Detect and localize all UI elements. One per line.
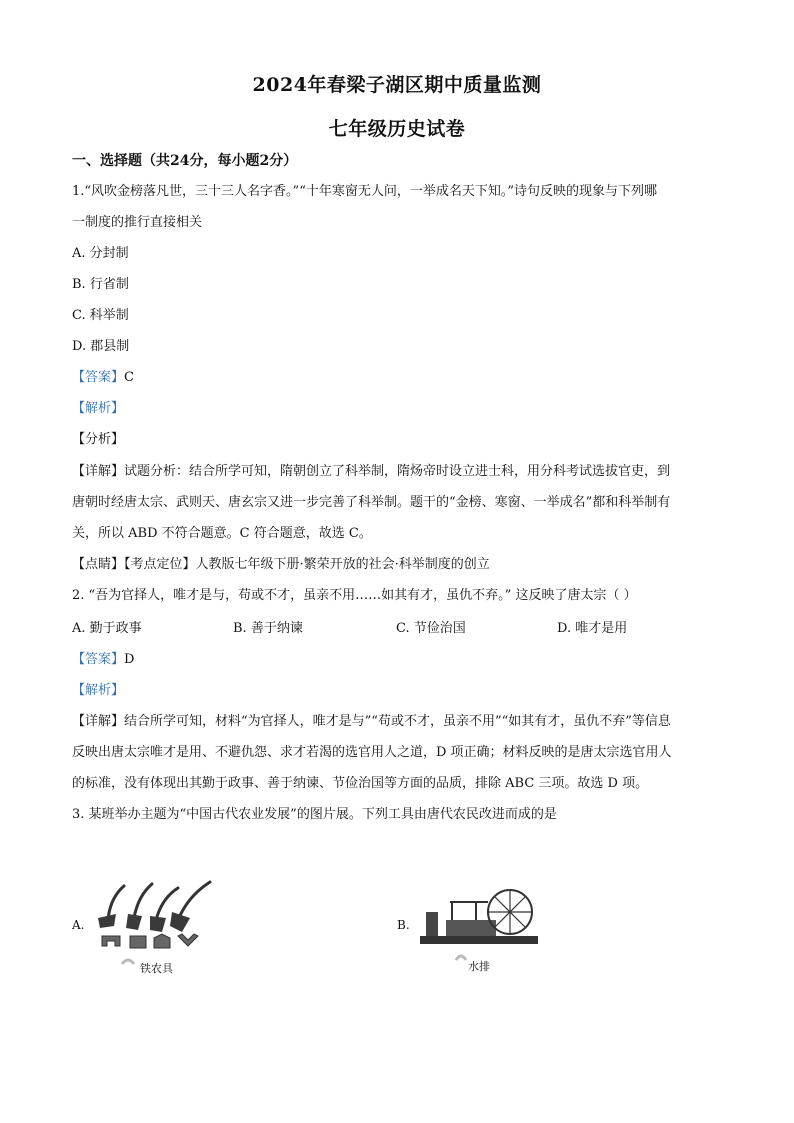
q1-detail-line1 — [72, 463, 670, 481]
q1-option-b: B. 行省制 — [72, 277, 129, 292]
answer-tag: 【答案】 — [72, 652, 125, 667]
answer-value: D — [124, 652, 135, 667]
q1-analysis-tag: 【解析】 — [72, 401, 125, 416]
q2-option-a: A. 勤于政事 — [72, 621, 142, 636]
q2-option-b: B. 善于纳谏 — [233, 621, 303, 636]
q2-answer — [72, 651, 134, 669]
figure-a-label: A. — [72, 918, 85, 932]
q2-option-d: D. 唯才是用 — [557, 621, 628, 636]
exam-subtitle: 七年级历史试卷 — [328, 118, 466, 140]
q1-option-d: D. 郡县制 — [72, 339, 130, 354]
point-tag: 【点睛】 — [72, 557, 125, 572]
q1-stem-line2: 一制度的推行直接相关 — [72, 215, 203, 230]
q1-option-a: A. 分封制 — [72, 246, 129, 261]
figure-b-label: B. — [397, 918, 410, 932]
exam-title: 2024年春梁子湖区期中质量监测 — [252, 74, 542, 96]
answer-value: C — [124, 370, 134, 385]
water-bellows-illustration — [416, 880, 544, 970]
detail-text: 结合所学可知，材料“为官择人，唯才是与”“苟或不才，虽亲不用”“如其有才，虽仇不弃”等信息 — [124, 714, 671, 729]
q1-option-c: C. 科举制 — [72, 308, 129, 323]
point-tag-2: 【考点定位】 — [124, 557, 196, 572]
detail-tag: 【详解】 — [72, 464, 125, 479]
q2-analysis-tag: 【解析】 — [72, 683, 125, 698]
figure-b-caption: 水排 — [468, 960, 490, 973]
q2-detail-line1 — [72, 713, 671, 731]
figure-a-caption: 铁农具 — [140, 962, 173, 975]
section-heading: 一、选择题（共24分，每小题2分） — [72, 153, 298, 169]
q2-option-c: C. 节俭治国 — [396, 621, 466, 636]
q2-detail-line3: 的标准，没有体现出其勤于政事、善于纳谏、节俭治国等方面的品质，排除 ABC 三项。故选 D 项。 — [72, 776, 649, 791]
q1-fenxi-tag: 【分析】 — [72, 432, 125, 447]
point-text: 人教版七年级下册·繁荣开放的社会·科举制度的创立 — [195, 557, 490, 572]
q2-stem: 2. “吾为官择人，唯才是与，苟或不才，虽亲不用……如其有才，虽仇不弃。” 这反映了唐太宗（ ） — [72, 588, 637, 603]
q1-stem-line1: 1.“风吹金榜落凡世，三十三人名字香。”“十年寒窗无人问，一举成名天下知。”诗句反映的现象与下列哪 — [72, 184, 657, 199]
q2-detail-line2: 反映出唐太宗唯才是用、不避仇怨、求才若渴的选官用人之道，D 项正确；材料反映的是唐太宗选官用人 — [72, 745, 672, 760]
q1-detail-line2: 唐朝时经唐太宗、武则天、唐玄宗又进一步完善了科举制。题干的“金榜、寒窗、一举成名”都和科举制有 — [72, 495, 671, 510]
detail-tag: 【详解】 — [72, 714, 125, 729]
detail-text: 试题分析：结合所学可知，隋朝创立了科举制，隋炀帝时设立进士科，用分科考试选拔官吏，到 — [124, 464, 671, 479]
q1-point — [72, 556, 490, 574]
q1-answer — [72, 369, 134, 387]
q1-detail-line3: 关，所以 ABD 不符合题意。C 符合题意，故选 C。 — [72, 526, 372, 541]
answer-tag: 【答案】 — [72, 370, 125, 385]
q3-stem: 3. 某班举办主题为“中国古代农业发展”的图片展。下列工具由唐代农民改进而成的是 — [72, 807, 557, 822]
